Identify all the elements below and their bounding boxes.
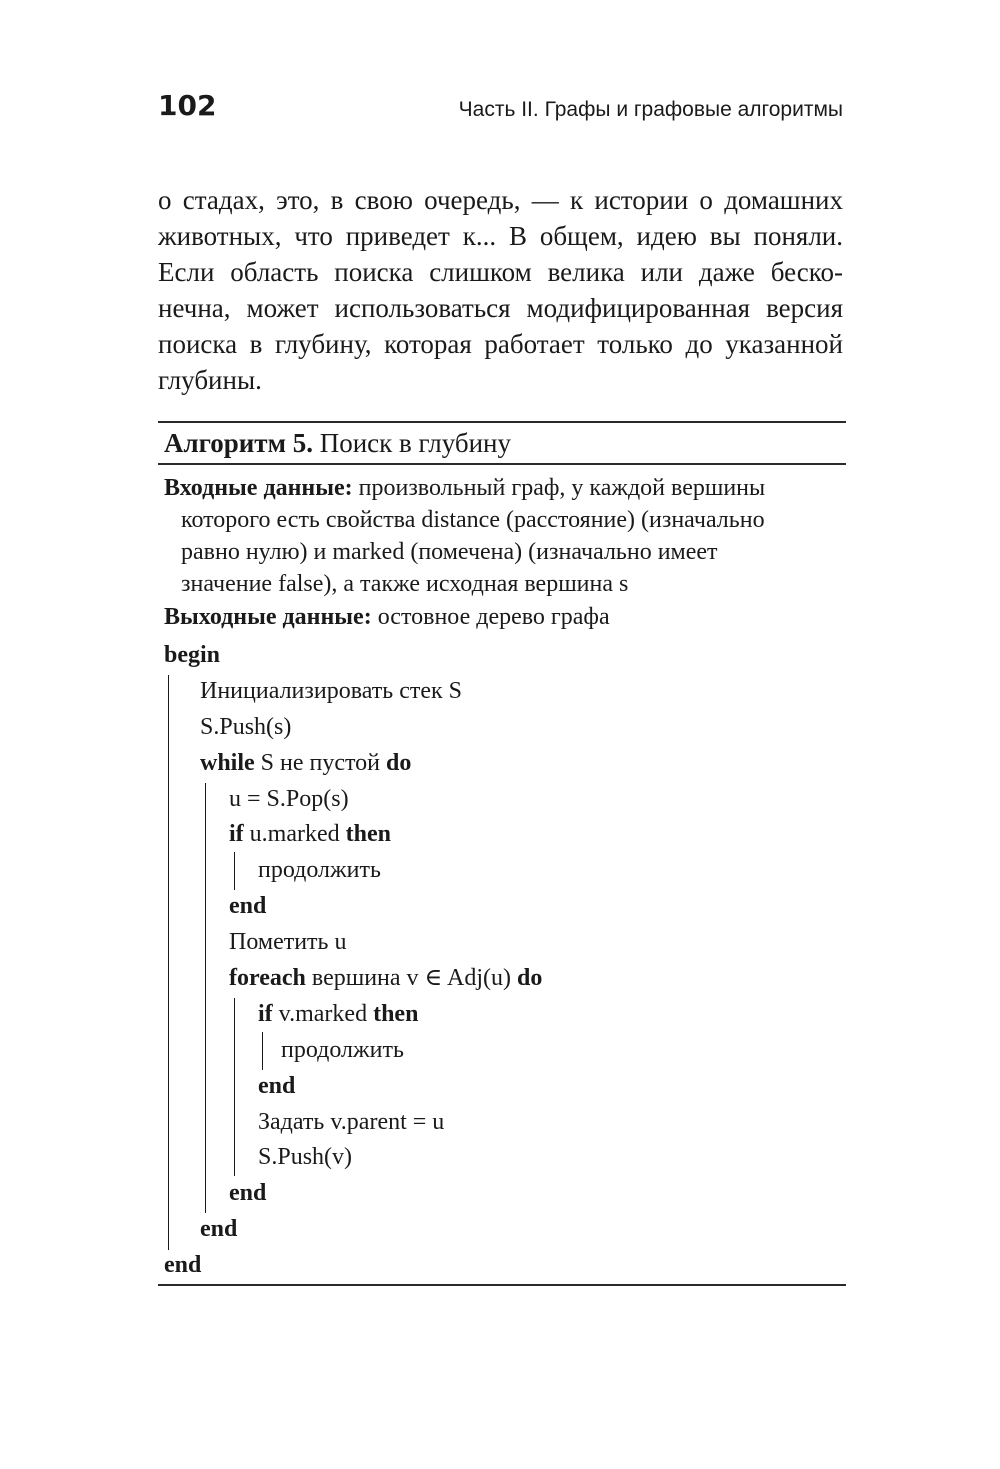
algorithm-title [164, 426, 511, 460]
page-number: 102 [158, 89, 217, 122]
if-u-condition: u.marked [249, 821, 340, 847]
code-if-v [258, 998, 418, 1030]
input-label: Входные данные: [164, 475, 353, 501]
body-line: нечна, может использоваться модифицированная версия [158, 293, 843, 323]
input-line: которого есть свойства distance (расстояние) (изначально [181, 507, 765, 533]
body-line: глубины. [158, 365, 262, 395]
input-text: произвольный граф, у каждой вершины [358, 475, 766, 501]
code-mark-u: Пометить u [229, 929, 347, 955]
code-end-if: end [258, 1073, 296, 1099]
block-bar-while [205, 783, 206, 1213]
block-bar-if-v [262, 1032, 263, 1070]
algorithm-name: Поиск в глубину [319, 428, 511, 458]
code-begin: begin [164, 642, 221, 668]
code-end-if: end [229, 893, 267, 919]
code-if-u [229, 818, 391, 850]
output-line [164, 601, 610, 633]
code-pop: u = S.Pop(s) [229, 786, 349, 812]
body-line: животных, что приведет к... В общем, идею вы поняли. [158, 221, 843, 251]
code-foreach [229, 962, 542, 994]
input-line [164, 472, 765, 504]
kw-do: do [386, 750, 412, 776]
kw-if: if [229, 821, 244, 847]
code-continue: продолжить [281, 1037, 404, 1063]
running-title: Часть II. Графы и графовые алгоритмы [458, 98, 843, 121]
output-text: остовное дерево графа [377, 604, 610, 630]
block-bar-foreach [234, 998, 235, 1176]
body-line: поиска в глубину, которая работает только до указанной [158, 329, 843, 359]
code-push-s: S.Push(s) [200, 714, 292, 740]
kw-foreach: foreach [229, 965, 306, 991]
body-line: Если область поиска слишком велика или даже беско- [158, 257, 843, 287]
code-end-while: end [200, 1216, 238, 1242]
kw-while: while [200, 750, 255, 776]
if-v-condition: v.marked [278, 1001, 368, 1027]
kw-then: then [345, 821, 391, 847]
body-line: о стадах, это, в свою очередь, — к истории о домашних [158, 185, 843, 215]
code-end: end [164, 1252, 202, 1278]
algorithm-label: Алгоритм 5. [164, 428, 313, 458]
input-line: значение false), а также исходная вершина s [181, 571, 629, 597]
kw-then: then [373, 1001, 419, 1027]
input-line: равно нулю) и marked (помечена) (изначально имеет [181, 539, 718, 565]
code-set-parent: Задать v.parent = u [258, 1109, 445, 1135]
output-label: Выходные данные: [164, 604, 372, 630]
kw-if: if [258, 1001, 273, 1027]
code-end-foreach: end [229, 1180, 267, 1206]
algorithm-title-rule [158, 463, 846, 465]
while-condition: S не пустой [260, 750, 381, 776]
code-init-stack: Инициализировать стек S [200, 678, 462, 704]
algorithm-top-rule [158, 421, 846, 423]
code-push-v: S.Push(v) [258, 1144, 353, 1170]
block-bar-if-u [234, 852, 235, 890]
block-bar-outer [168, 675, 169, 1250]
code-continue: продолжить [258, 857, 381, 883]
code-while [200, 747, 411, 779]
kw-do: do [516, 965, 543, 991]
foreach-variable: вершина v ∈ Adj(u) [311, 965, 511, 991]
algorithm-bottom-rule [158, 1284, 846, 1286]
